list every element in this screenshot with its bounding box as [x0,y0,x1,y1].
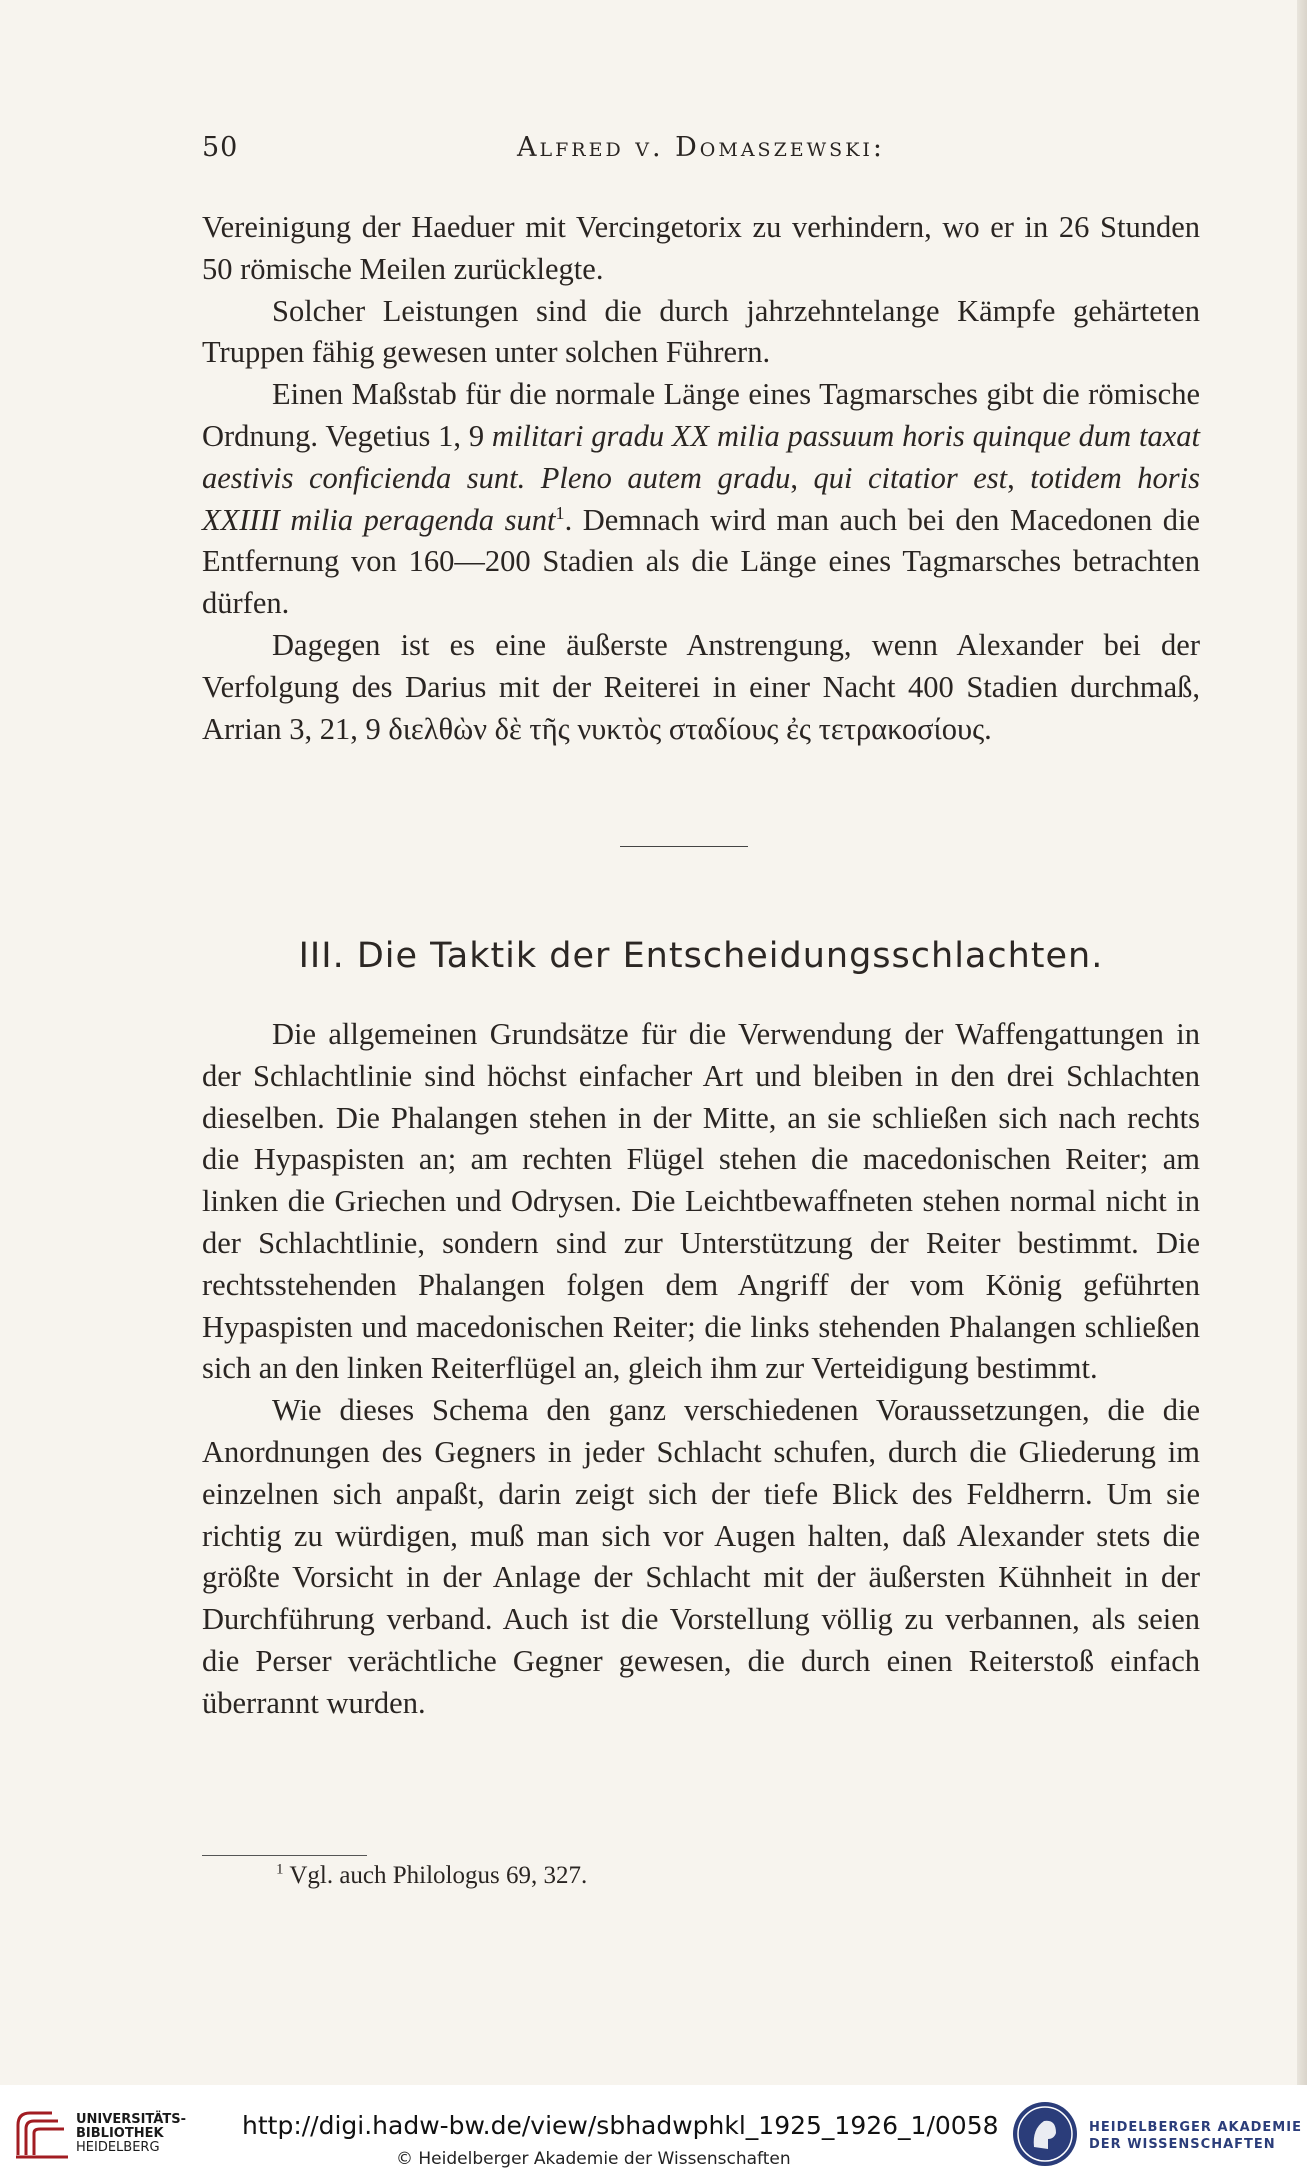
text-block-top [202,207,1200,750]
paragraph: Wie dieses Schema den ganz verschiedenen Voraussetzungen, die die Anordnungen des Gegners in jeder Schlacht schufen, durch die Gliederung im einzelnen sich anpaßt, darin zeigt sich der tiefe Blick des Feldherrn. Um sie richtig zu würdigen, muß man sich vor Augen halten, daß Alexander stets die größte Vorsicht in der Anlage der Schlacht mit der äußersten Kühnheit in der Durchführung verband. Auch ist die Vorstellung völlig zu verbannen, als seien die Perser verächtliche Gegner gewesen, die durch einen Reiterstoß einfach überrannt wurden. [202,1393,1200,1720]
library-logo-text [76,2113,186,2155]
copyright-notice: © Heidelberger Akademie der Wissenschaften [396,2149,791,2169]
permalink[interactable]: http://digi.hadw-bw.de/view/sbhadwphkl_1925_1926_1/0058 [242,2111,999,2140]
library-logo-icon [12,2103,74,2163]
paragraph-arrian [202,625,1200,750]
text-run: , [1007,460,1031,495]
latin-quote: totidem horis XXIIII milia peragenda sunt [202,460,1201,537]
library-line-3: HEIDELBERG [76,2140,160,2155]
footnote [276,1862,587,1890]
library-line-1: UNIVERSITÄTS- [76,2112,186,2127]
footnote-marker: 1 [276,1861,284,1878]
paragraph-vegetius [202,374,1200,625]
paragraph: Vereinigung der Haeduer mit Vercingetorix zu verhindern, wo er in 26 Stunden 50 römische Meilen zurücklegte. [202,210,1200,286]
academy-seal-icon [1010,2099,1080,2169]
paragraph: Solcher Leistungen sind die durch jahrzehntelange Kämpfe gehärteten Truppen fähig gewesen unter solchen Führern. [202,293,1200,370]
library-line-2: BIBLIOTHEK [76,2126,164,2141]
footnote-divider [202,1855,367,1856]
greek-quote: διελθὼν δὲ τῆς νυκτὸς σταδίους ἐς τετρακοσίους. [388,711,992,746]
academy-logo-text [1089,2119,1302,2153]
text-run: , [790,460,814,495]
text-run: Einen Maßstab für die normale Länge eines Tagmarsches gibt die römische Ordnung. Vegetius 1, 9 [202,377,1200,453]
section-heading: III. Die Taktik der Entscheidungsschlachten. [298,936,1104,976]
text-run: Dagegen ist es eine äußerste Anstrengung, wenn Alexander bei der Verfolgung des Darius mit der Reiterei in einer Nacht 400 Stadien durchmaß, Arrian 3, 21, 9 [202,627,1200,746]
latin-quote: qui citatior est [813,460,1008,495]
footnote-ref: 1 [555,502,565,523]
footnote-text: Vgl. auch Philologus 69, 327. [289,1862,588,1889]
latin-quote: militari gradu XX milia passuum horis quinque dum taxat aestivis conficienda sunt. Pleno autem gradu [202,418,1201,495]
academy-line-1: HEIDELBERGER AKADEMIE [1089,2120,1302,2135]
section-divider [620,846,748,847]
viewer-footer [0,2085,1307,2182]
text-run: . Demnach wird man auch bei den Macedonen die Entfernung von 160—200 Stadien als die Länge eines Tagmarsches betrachten dürfen. [202,502,1200,621]
paragraph: Die allgemeinen Grundsätze für die Verwendung der Waffengattungen in der Schlachtlinie sind höchst einfacher Art und bleiben in den drei Schlachten dieselben. Die Phalangen stehen in der Mitte, an sie schließen sich nach rechts die Hypaspisten an; am rechten Flügel stehen die macedonischen Reiter; am linken die Griechen und Odrysen. Die Leichtbewaffneten stehen normal nicht in der Schlachtlinie, sondern sind zur Unterstützung der Reiter bestimmt. Die rechtsstehenden Phalangen folgen dem Angriff der vom König geführten Hypaspisten und macedonischen Reiter; die links stehenden Phalangen schließen sich an den linken Reiterflügel an, gleich ihm zur Verteidigung bestimmt. [202,1017,1200,1386]
page-header [202,132,1200,172]
page-number: 50 [202,132,239,163]
running-head: Alfred v. Domaszewski: [516,132,885,163]
academy-line-2: DER WISSENSCHAFTEN [1089,2137,1276,2152]
page-edge-shadow [1297,0,1307,2085]
text-block-section [202,1014,1200,1725]
